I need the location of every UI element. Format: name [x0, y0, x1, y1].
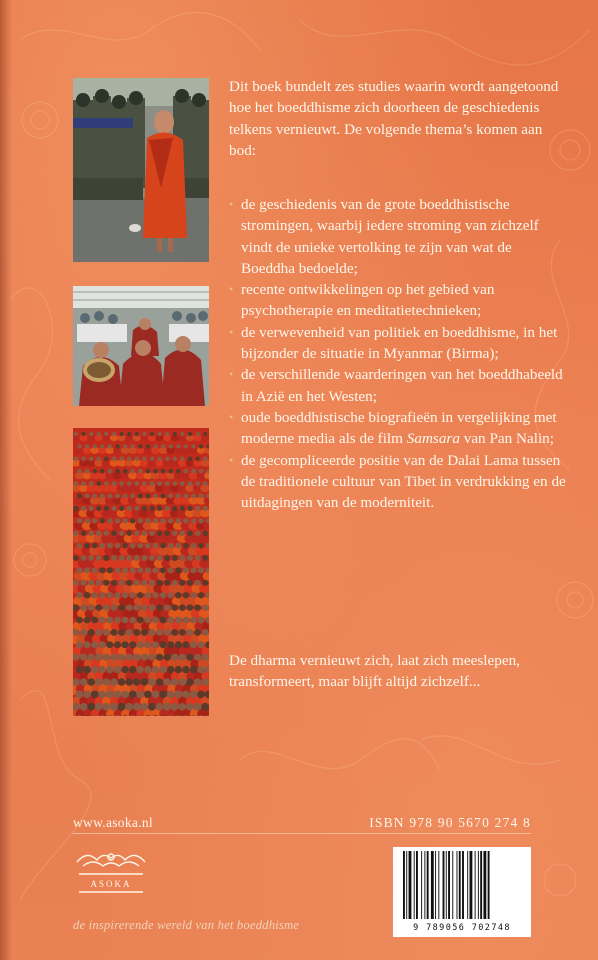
- publisher-logo: [73, 848, 149, 898]
- divider: [73, 833, 531, 834]
- seated-monks-photo: [73, 286, 209, 406]
- list-item-text-tail: van Pan Nalin;: [459, 430, 554, 448]
- isbn-number: ISBN 978 90 5670 274 8: [369, 815, 531, 830]
- theme-list: [229, 194, 569, 513]
- list-item: • de geschiedenis van de grote boeddhistische stromingen, waarbij iedere stroming van zichzelf vindt de unieke vertolking te zijn van wat de Boeddha bedoelde;: [229, 194, 569, 279]
- list-item: • de gecompliceerde positie van de Dalai Lama tussen de traditionele cultuur van Tibet in verdrukking en de uitdagingen van de moderniteit.: [229, 450, 569, 514]
- closing-paragraph: De dharma vernieuwt zich, laat zich meeslepen, transformeert, maar blijft altijd zichzelf...: [229, 652, 520, 691]
- barcode-digits: 9 789056 702748: [413, 923, 511, 933]
- list-item-text: oude boeddhistische biografieën in vergelijking met moderne media als de film: [241, 408, 557, 448]
- list-item: • recente ontwikkelingen op het gebied van psychotherapie en meditatietechnieken;: [229, 279, 569, 322]
- crowd-of-monks-photo: [73, 428, 209, 716]
- spine-shadow: [0, 0, 12, 960]
- publisher-logo-text: ASOKA: [90, 879, 132, 889]
- isbn-barcode: [393, 847, 531, 937]
- intro-paragraph: Dit boek bundelt zes studies waarin wordt aangetoond hoe het boeddhisme zich doorheen de geschiedenis telkens vernieuwt. De volgende thema’s komen aan bod:: [229, 78, 559, 159]
- list-item: • de verschillende waarderingen van het boeddhabeeld in Azië en het Westen;: [229, 364, 569, 407]
- series-tagline: de inspirerende wereld van het boeddhisme: [73, 918, 300, 932]
- website-url[interactable]: www.asoka.nl: [73, 815, 153, 830]
- monk-facing-soldiers-photo: [73, 78, 209, 262]
- list-item: • de verwevenheid van politiek en boeddhisme, in het bijzonder de situatie in Myanmar (Birma);: [229, 322, 569, 365]
- list-item: [229, 407, 569, 450]
- film-title: Samsara: [406, 430, 460, 448]
